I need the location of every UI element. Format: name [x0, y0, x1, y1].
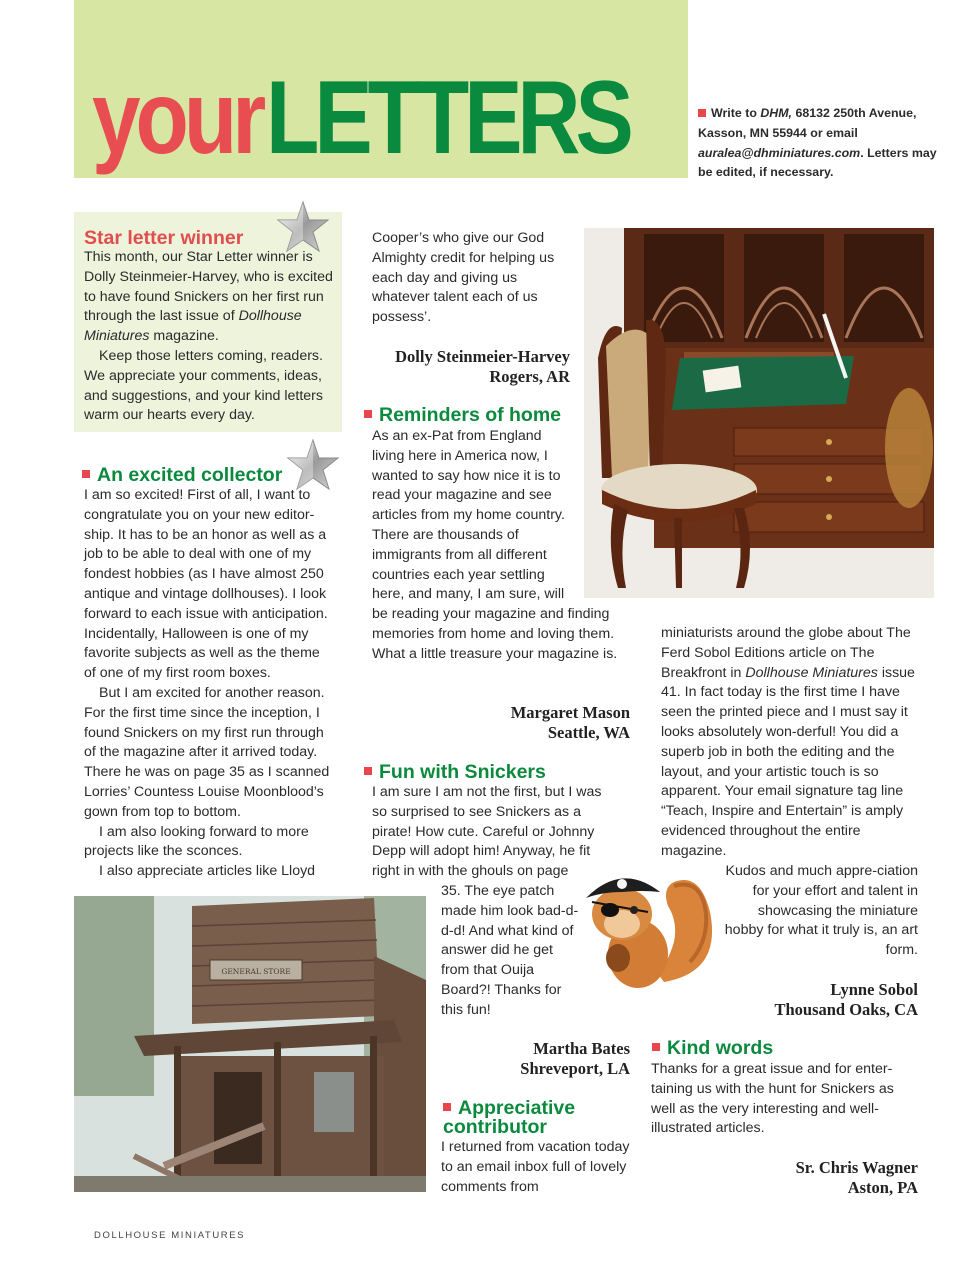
bullet-square-icon [698, 109, 706, 117]
kind-words-heading: Kind words [652, 1037, 773, 1059]
star-icon [286, 438, 340, 492]
bullet-square-icon [364, 410, 372, 418]
star-letter-heading: Star letter winner [84, 227, 244, 249]
desk-chair-illustration [584, 228, 934, 598]
appreciative-text: I returned from vacation today to an email inbox full of lovely comments from [441, 1139, 630, 1195]
email-link[interactable]: auralea@dhminiatures.com [698, 145, 861, 160]
dhm-label: DHM, [760, 106, 793, 120]
reminders-text: As an ex-Pat from England living here in America now, I wanted to say how nice it is to read your magazine and see articles from my home country. There are thousands of immigrants from all different countries each year settling here, and many, I am sure, will be reading your magazine and finding memories from home and loving them. What a little treasure your magazine is. [372, 428, 618, 662]
store-sign-text: GENERAL STORE [221, 967, 291, 976]
kind-words-text: Thanks for a great issue and for enter-taining us with the hunt for Snickers as well as the very interesting and well-illustrated articles. [651, 1061, 894, 1137]
signature-martha: Martha Bates Shreveport, LA [520, 1039, 630, 1078]
col3-text-kudos: Kudos and much appre-ciation for your effort and talent in showcasing the miniature hobby for what it truly is, an art form. [724, 863, 918, 959]
signature-lynne: Lynne Sobol Thousand Oaks, CA [774, 980, 918, 1019]
excited-text: I am so excited! First of all, I want to congratulate you on your new editor-ship. It has to be an honor as well as a job to be able to deal with one of my fondest hobbies (as I have almost 250 antique and vintage dollhouses). I look forward to each issue with anticipation. Incidentally, Halloween is one of my favorite subjects as well as the theme of one of my first room boxes. But I am excited for another reason. For the first time since the inception, I found Snickers on my first run through of the magazine after it arrived today. There he was on page 35 as I scanned Lorries’ Countess Louise Moonblood’s gown from top to bottom. I am also looking forward to more projects like the sconces. I also appreciate articles like Lloyd [84, 487, 330, 880]
snickers-heading: Fun with Snickers [364, 761, 546, 783]
title-your: your [92, 60, 262, 176]
bullet-square-icon [443, 1103, 451, 1111]
reminders-heading: Reminders of home [364, 404, 561, 426]
desk-chair-photo [584, 228, 934, 598]
bullet-square-icon [364, 767, 372, 775]
bullet-square-icon [652, 1043, 660, 1051]
snickers-text-top: I am sure I am not the first, but I was so surprised to see Snickers as a pirate! How cute. Careful or Johnny Depp will adopt him! Anyway, he fit right in with the ghouls on page [372, 784, 602, 880]
col3-text: miniaturists around the globe about The Ferd Sobol Editions article on The Breakfront in Dollhouse Miniatures issue 41. In fact today is the first time I have seen the printed piece and I must say it looks absolutely won-derful! You did a superb job in both the editing and the layout, and your artistic touch is so apparent. Your email signature tag line “Teach, Inspire and Entertain” is amply evidenced throughout the entire magazine. [661, 625, 915, 859]
appreciative-heading: Appreciative contributor [443, 1097, 576, 1138]
signature-dolly: Dolly Steinmeier-Harvey Rogers, AR [395, 347, 570, 386]
snickers-text-bottom: 35. The eye patch made him look bad-d-d-d! And what kind of answer did he get from that Ouija Board?! Thanks for this fun! [441, 883, 579, 1018]
general-store-photo [74, 896, 426, 1192]
signature-chris: Sr. Chris Wagner Aston, PA [795, 1158, 918, 1197]
footer-magazine-name: DOLLHOUSE MINIATURES [94, 1230, 246, 1241]
col2-top-text: Cooper’s who give our God Almighty credit for helping us each day and giving us whatever talent each of us possess’. [372, 230, 555, 326]
snickers-pirate-squirrel-icon [582, 862, 718, 996]
star-letter-text: This month, our Star Letter winner is Dolly Steinmeier-Harvey, who is excited to have found Snickers on her first run through the last issue of Dollhouse Miniatures magazine. Keep those letters coming, readers. We appreciate your comments, ideas, and suggestions, and your kind letters warm our hearts every day. [84, 249, 333, 424]
write-info: Write to DHM, 68132 250th Avenue, Kasson, MN 55944 or email auralea@dhminiatures.com. Letters may be edited, if necessary. [698, 106, 937, 180]
signature-margaret: Margaret Mason Seattle, WA [510, 703, 630, 742]
general-store-illustration [74, 896, 426, 1192]
title-letters: LETTERS [266, 60, 629, 176]
star-icon [276, 200, 330, 254]
excited-heading: An excited collector [82, 464, 282, 486]
bullet-square-icon [82, 470, 90, 478]
